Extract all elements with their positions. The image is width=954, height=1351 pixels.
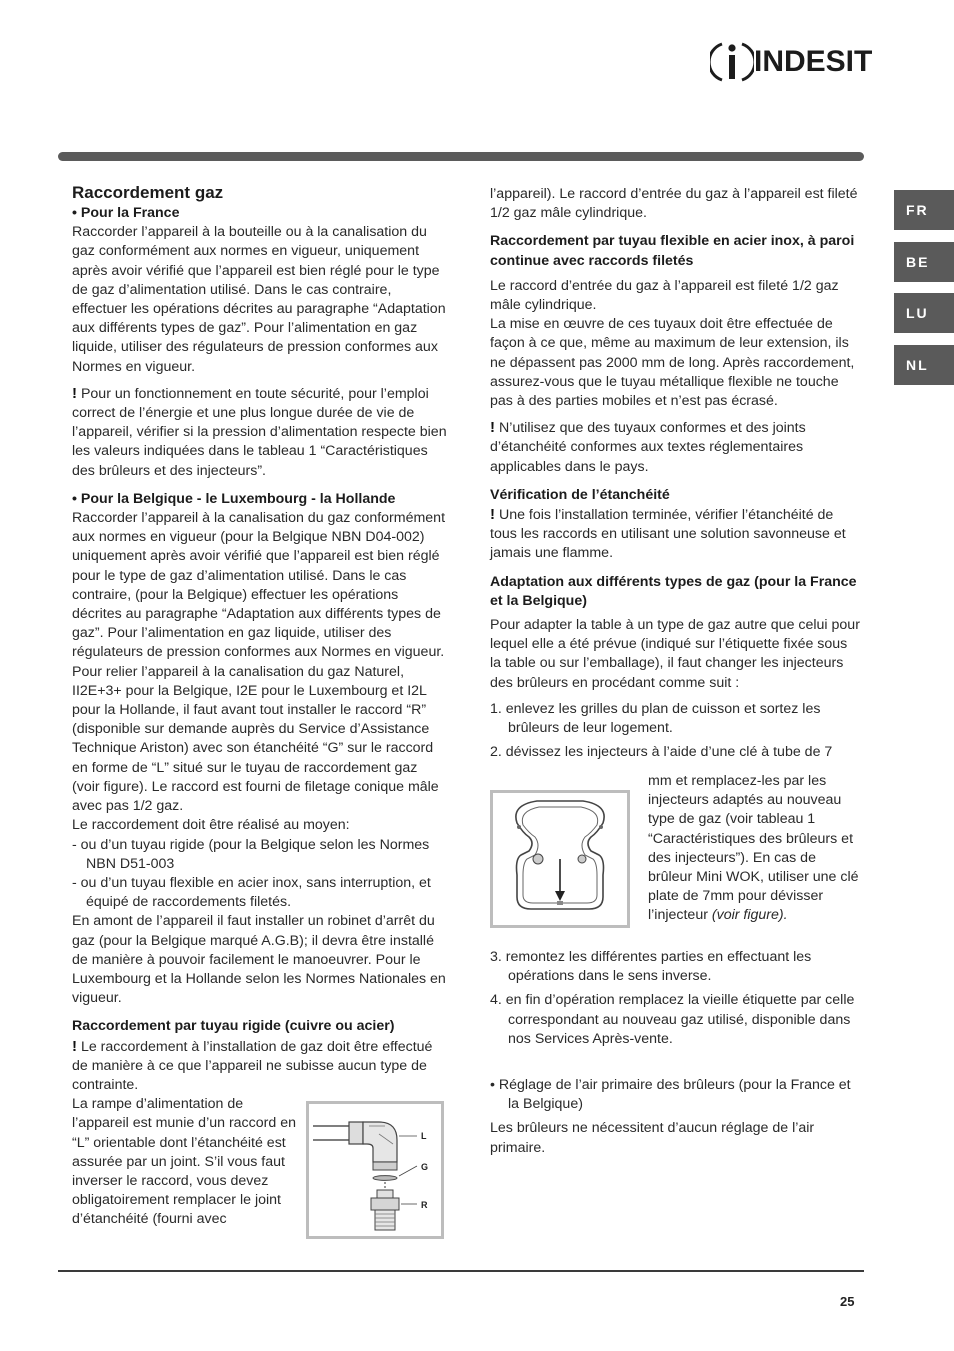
france-warning [72,384,447,481]
section-title: Raccordement gaz [72,183,224,202]
france-warning-text: Pour un fonctionnement en toute sécurité, pour l’emploi correct de l’énergie et une plus longue durée de vie de l’appareil, vérifier si la pression d’alimentation respecte bien les valeurs indiquées dans le tableau 1 “Caractéristiques des brûleurs et des injecteurs”. [72,385,447,479]
lang-tab-be[interactable]: BE [894,242,954,282]
adapt-intro: Pour adapter la table à un type de gaz autre que celui pour lequel elle a été prévue (indiqué sur l’étiquette fixée sous la table ou sur l’emballage), il faut changer les injecteurs des brûleurs en procédant comme suit : [490,617,860,691]
france-heading: • Pour la France [72,205,180,221]
warning-icon: ! [490,506,495,524]
lang-tab-fr[interactable]: FR [894,190,954,230]
benelux-paragraph: Raccorder l’appareil à la canalisation du gaz conformément aux normes en vigueur (pour la Belgique NBN D04-002) uniquement après avoir vérifié que l’appareil est bien réglé pour le type de gaz d’alimentation utilisé. Dans le cas contraire, (pour la Belgique) effectuer les opérations décrites au paragraphe “Adaptation aux différents types de gaz”. Pour l’alimentation en gaz liquide, utiliser des régulateurs de pression conformes aux Normes en vigueur. Pour relier l’appareil à la canalisation du gaz Naturel, II2E+3+ pour la Belgique, I2E pour le Luxembourg et I2L pour la Hollande, il faut avant tout installer le raccord “R” (disponible sur demande auprès du Service d’Assistance Technique Ariston) avec son étanchéité “G” sur le raccord en forme de “L” situé sur le tuyau de raccordement gaz (voir figure). Le raccord est fourni de filetage conique mâle avec pas 1/2 gaz. [72,510,446,815]
check-warning-text: Une fois l’installation terminée, vérifier l’étanchéité de tous les raccords en utilisant une solution savonneuse et jamais une flamme. [490,507,846,562]
left-column [72,182,447,1230]
flex-heading: Raccordement par tuyau flexible en acier inox, à paroi continue avec raccords filetés [490,233,855,269]
header-rule [58,152,864,161]
france-paragraph: Raccorder l’appareil à la bouteille ou à la canalisation du gaz conformément aux normes en vigueur, uniquement après avoir vérifié que l’appareil est bien réglé pour le type de gaz d’alimentation utilisé. Dans le cas contraire, effectuer les opérations décrites au paragraphe “Adaptation aux différents types de gaz”. Pour l’alimentation en gaz liquide, utiliser des régulateurs de pression conformes aux Normes en vigueur. [72,224,446,375]
right-column-lower [490,948,862,1158]
lang-tab-nl[interactable]: NL [894,345,954,385]
means-item: - ou d’un tuyau flexible en acier inox, sans interruption, et équipé de raccordements filetés. [72,874,431,911]
means-item: - ou d’un tuyau rigide (pour la Belgique selon les Normes NBN D51-003 [72,836,430,872]
flex-paragraph-1: Le raccord d’entrée du gaz à l’appareil est fileté 1/2 gaz mâle cylindrique. [490,277,839,314]
lang-tab-lu[interactable]: LU [894,293,954,333]
rigid-warning-text: Le raccordement à l’installation de gaz doit être effectué de manière à ce que l’appareil ne subisse aucun type de contrainte. [72,1038,433,1093]
step-3: 3. remontez les différentes parties en effectuant les opérations dans le sens inverse. [490,949,812,985]
valve-paragraph: En amont de l’appareil il faut installer un robinet d’arrêt du gaz (pour la Belgique marqué A.G.B); il devra être installé de manière à pouvoir facilement le manoeuvrer. Pour le Luxembourg et la Hollande selon les Normes Nationales en vigueur. [72,913,446,1007]
warning-icon: ! [72,384,77,402]
step-2-text: mm et remplacez-les par les injecteurs adaptés au nouveau type de gaz (voir tableau 1 “Caractéristiques des brûleurs et des injecteurs”). En cas de brûleur Mini WOK, utiliser une clé plate de 7mm pour dévisser l’injecteur [648,773,859,924]
air-heading: • Réglage de l’air primaire des brûleurs (pour la France et la Belgique) [490,1077,851,1113]
brand-wordmark: INDESIT [754,45,873,78]
label-g: G [421,1162,429,1172]
flex-warning [490,418,862,477]
flex-warning-text: N’utilisez que des tuyaux conformes et des joints d’étanchéité conformes aux textes réglementaires applicables dans le pays. [490,420,806,475]
step-4: 4. en fin d’opération remplacez la vieille étiquette par celle correspondant au nouveau gaz utilisé, disponible dans nos Services Après-vente. [490,992,855,1047]
page-number: 25 [840,1294,855,1309]
label-l: L [421,1131,427,1141]
means-intro: Le raccordement doit être réalisé au moyen: [72,817,350,834]
brand-logo [710,38,873,86]
step-2-see-figure: (voir figure). [711,907,788,924]
air-paragraph: Les brûleurs ne nécessitent d’aucun réglage de l’air primaire. [490,1120,815,1156]
step-2-first-line: 2. dévissez les injecteurs à l’aide d’une clé à tube de 7 [490,744,833,761]
rigid-warning [72,1037,447,1096]
connector-illustration [309,1104,441,1236]
footer-rule [58,1270,864,1272]
flex-paragraph-2: La mise en œuvre de ces tuyaux doit être effectuée de façon à ce que, même au maximum de leur extension, ils ne dépassent pas 2000 mm de long. Après raccordement, assurez-vous que le tuyau métallique flexible ne touche pas à des parties mobiles et n’est pas écrasé. [490,316,855,410]
burner-illustration [493,793,627,925]
check-heading: Vérification de l’étanchéité [490,486,670,503]
language-tabs [894,190,954,396]
warning-icon: ! [490,419,495,437]
label-r: R [421,1200,428,1210]
check-warning [490,505,862,564]
rigid-continuation: l’appareil). Le raccord d’entrée du gaz à l’appareil est fileté 1/2 gaz mâle cylindrique. [490,186,858,222]
rigid-paragraph: La rampe d’alimentation de l’appareil est munie d’un raccord en “L” orientable dont l’étanchéité est assurée par un joint. S’il vous faut inverser le raccord, vous devez obligatoirement remplacer le joint d’étanchéité (fourni avec [72,1096,296,1228]
benelux-heading: • Pour la Belgique - le Luxembourg - la Hollande [72,490,396,507]
right-column [490,185,862,762]
brand-logo-icon [710,38,754,86]
step-1: 1. enlevez les grilles du plan de cuisson et sortez les brûleurs de leur logement. [490,700,821,737]
burner-figure [490,790,630,928]
step-2-wrapped [648,772,862,926]
warning-icon: ! [72,1037,77,1055]
connector-figure [306,1101,444,1239]
rigid-heading: Raccordement par tuyau rigide (cuivre ou acier) [72,1018,395,1035]
adapt-heading: Adaptation aux différents types de gaz (pour la France et la Belgique) [490,573,857,609]
